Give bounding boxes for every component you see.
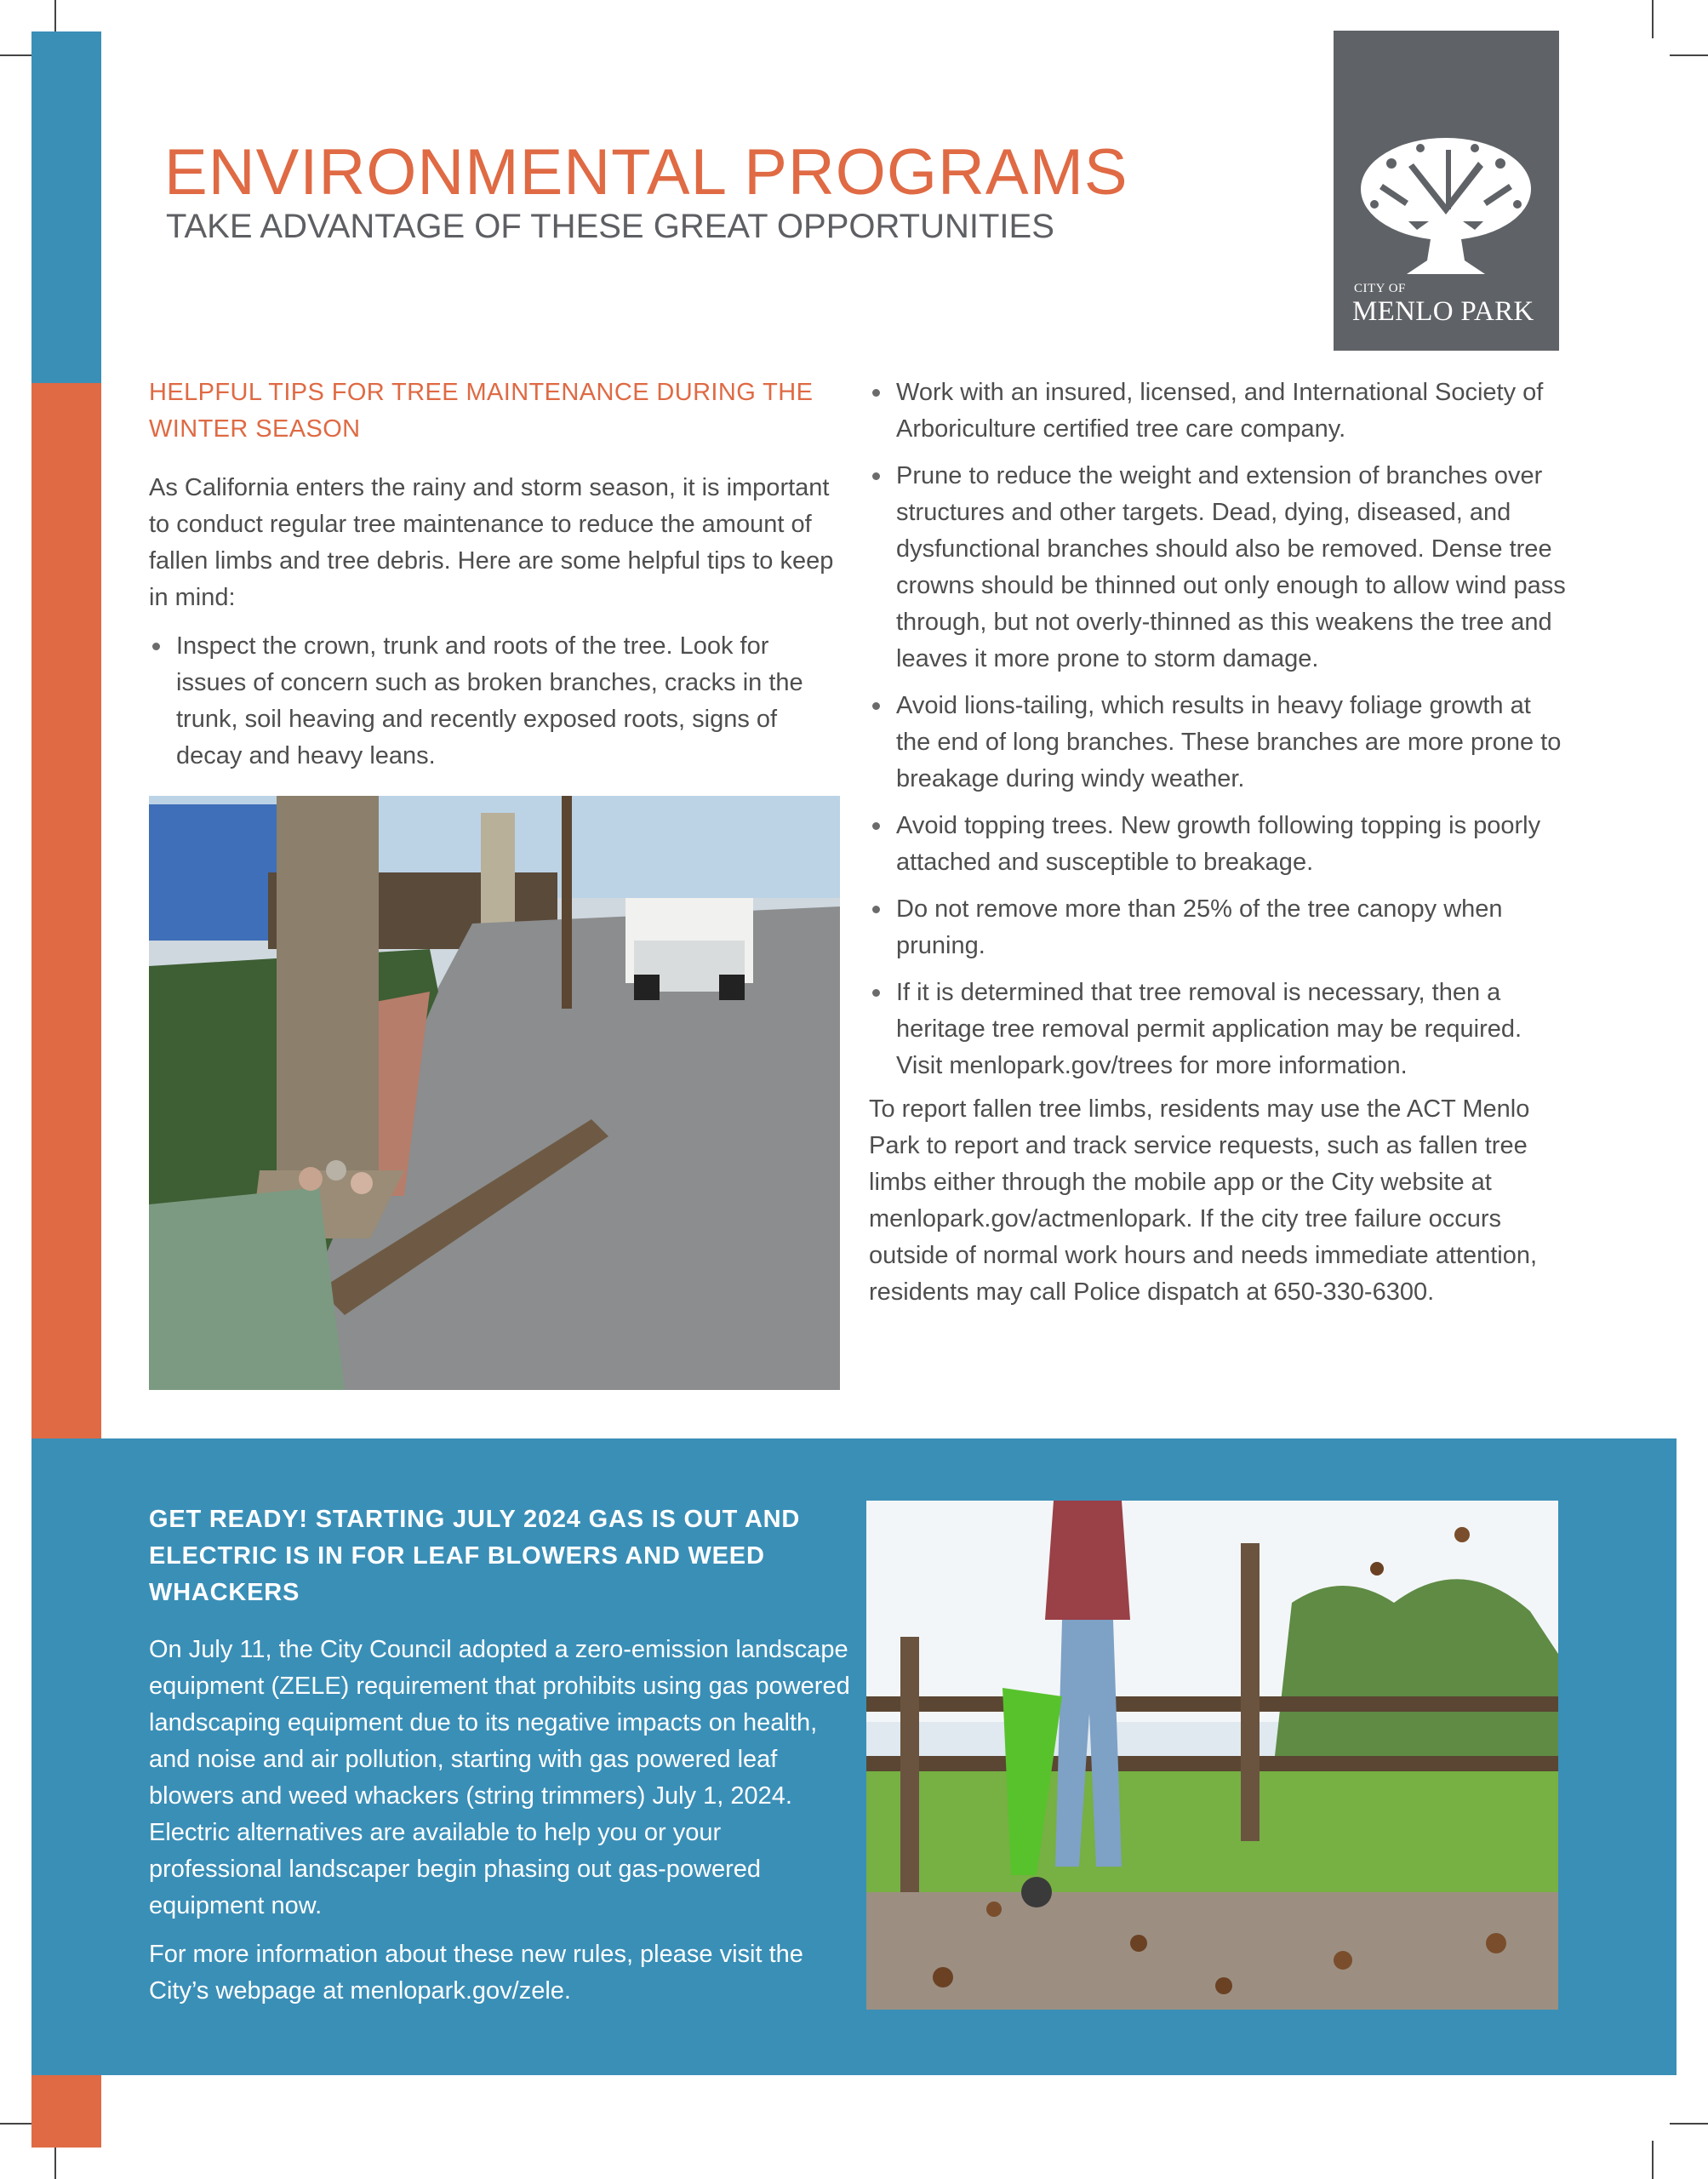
list-item: Avoid lions-tailing, which results in heavy foliage growth at the end of long branches. These branches are more prone to breakage during windy weather. [869,688,1567,798]
side-stripe-blue [31,31,101,383]
list-item: Work with an insured, licensed, and International Society of Arboriculture certified tree care company. [869,375,1567,448]
zele-paragraph: On July 11, the City Council adopted a zero-emission landscape equipment (ZELE) requirement that prohibits using gas powered landscaping equipment due to its negative impacts on health, and noise and air pollution, starting with gas powered leaf blowers and weed whackers (string trimmers) July 1, 2024. Electric alternatives are available to help you or your professional landscaper begin phasing out gas-powered equipment now. [149,1636,850,1919]
side-stripe-orange-bottom [31,2075,101,2148]
zele-heading: GET READY! STARTING JULY 2024 GAS IS OUT AND ELECTRIC IS IN FOR LEAF BLOWERS AND WEED WHACKERS [149,1506,801,1606]
tree-tips-heading: HELPFUL TIPS FOR TREE MAINTENANCE DURING THE WINTER SEASON [149,379,814,443]
zele-text [149,1501,855,2010]
tree-tips-left-column [149,375,838,775]
tree-tips-intro: As California enters the rainy and storm season, it is important to conduct regular tree maintenance to reduce the amount of fallen limbs and tree debris. Here are some helpful tips to keep in mind: [149,474,834,611]
crop-mark [1652,0,1654,38]
list-item: Do not remove more than 25% of the tree canopy when pruning. [869,891,1567,964]
leaf-blower-photo [866,1501,1558,2010]
oak-tree-icon [1357,133,1535,276]
menlo-park-logo [1334,31,1559,351]
logo-city-of: CITY OF [1354,282,1406,295]
page-title: ENVIRONMENTAL PROGRAMS [164,136,1128,209]
report-paragraph: To report fallen tree limbs, residents may use the ACT Menlo Park to report and track service requests, such as fallen tree limbs either through the mobile app or the City website at menlopark.gov/actmenlopark. If the city tree failure occurs outside of normal work hours and needs immediate attention, residents may call Police dispatch at 650-330-6300. [869,1095,1538,1306]
fallen-tree-limb-photo [149,796,840,1390]
crop-mark [1670,54,1708,56]
tree-tips-list-right [869,375,1567,1084]
tree-tips-right-column [869,375,1567,1311]
list-item: If it is determined that tree removal is necessary, then a heritage tree removal permit application may be required. Visit menlopark.gov/trees for more information. [869,975,1567,1084]
logo-name: MENLO PARK [1352,296,1534,327]
list-item: Inspect the crown, trunk and roots of the tree. Look for issues of concern such as broken branches, cracks in the trunk, soil heaving and recently exposed roots, signs of decay and heavy leans. [149,628,838,775]
list-item: Prune to reduce the weight and extension of branches over structures and other targets. Dead, dying, diseased, and dysfunctional branches should also be removed. Dense tree crowns should be thinned out only enough to allow wind pass through, but not overly-thinned as this weakens the tree and leaves it more prone to storm damage. [869,458,1567,678]
side-stripe-orange [31,383,101,1438]
tree-tips-list-left [149,628,838,775]
zele-section [31,1438,1677,2075]
list-item: Avoid topping trees. New growth following topping is poorly attached and susceptible to breakage. [869,808,1567,881]
crop-mark [1670,2123,1708,2125]
zele-more-info: For more information about these new rules, please visit the City’s webpage at menlopark.gov/zele. [149,1941,803,2005]
crop-mark [1652,2141,1654,2179]
page-subtitle: TAKE ADVANTAGE OF THESE GREAT OPPORTUNITIES [166,208,1054,245]
